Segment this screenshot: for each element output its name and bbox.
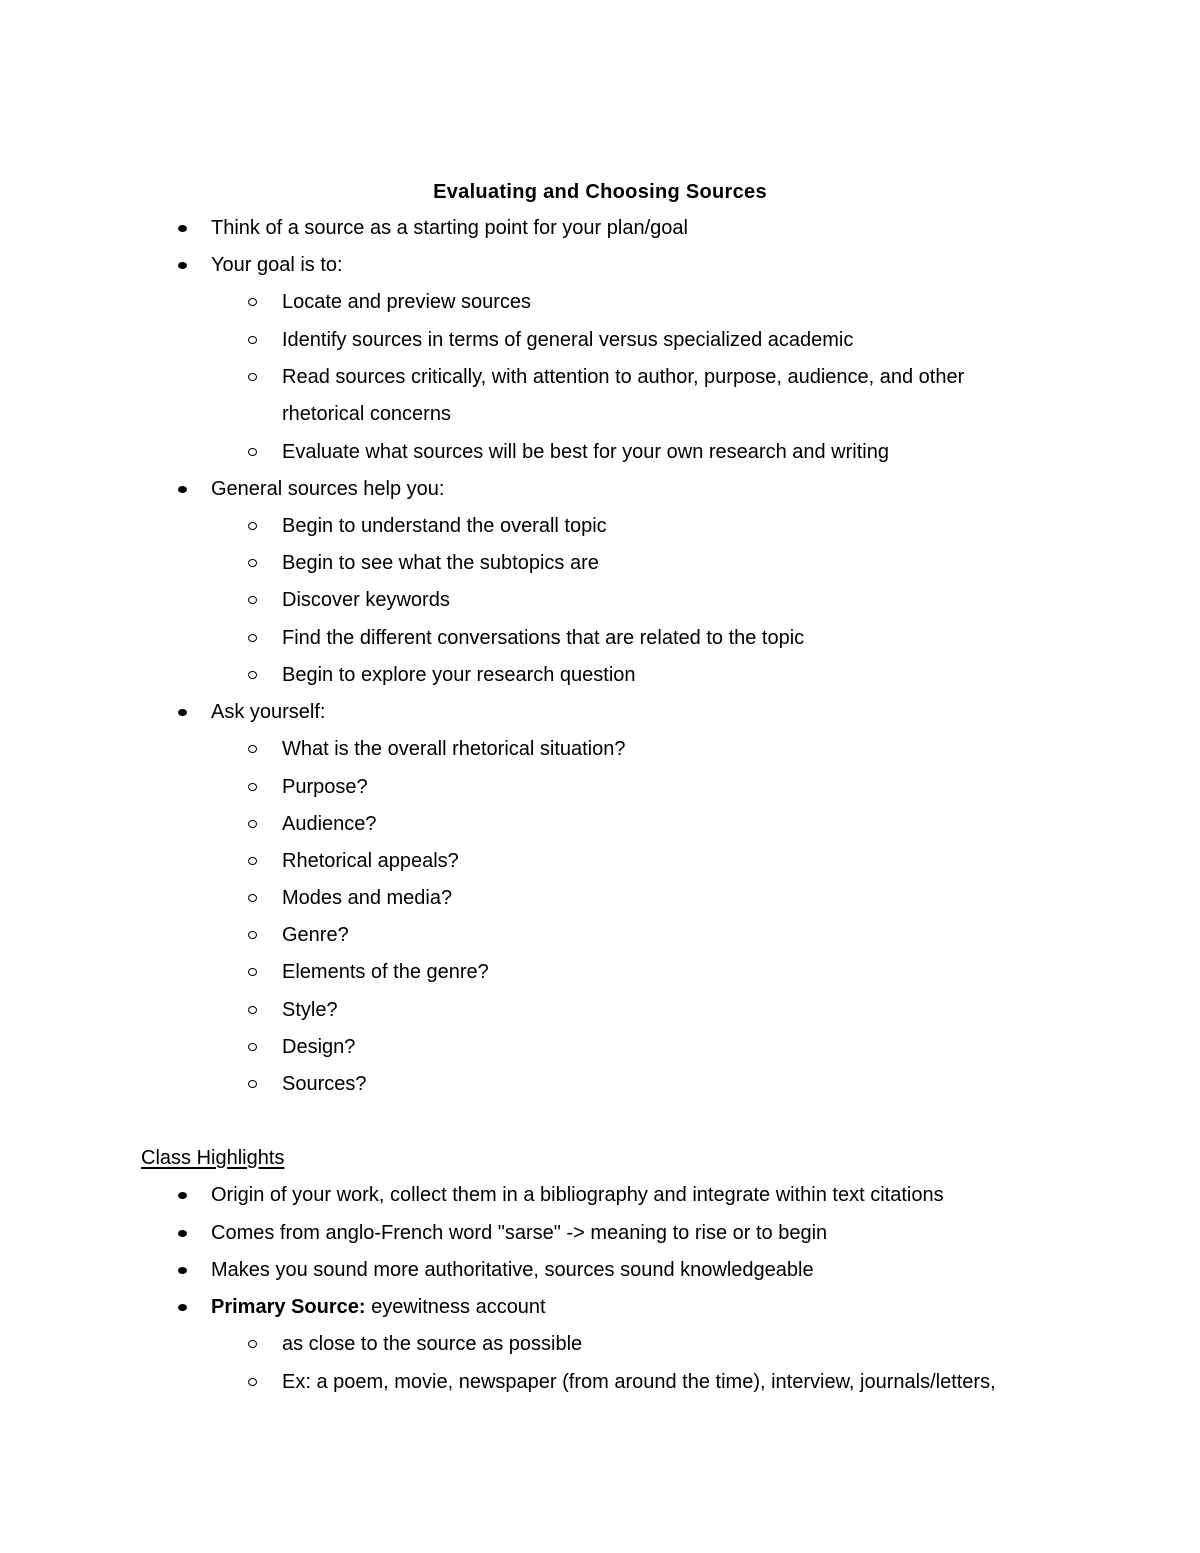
- list-item: Your goal is to:: [211, 254, 343, 276]
- bullet-disc-icon: [178, 1267, 187, 1274]
- bullet-circle-icon: [248, 373, 257, 381]
- bullet-circle-icon: [248, 1080, 257, 1088]
- bullet-circle-icon: [248, 448, 257, 456]
- bullet-circle-icon: [248, 857, 257, 865]
- bullet-disc-icon: [178, 709, 187, 716]
- sub-list-item: Purpose?: [282, 776, 368, 798]
- sub-list-item: Begin to explore your research question: [282, 664, 636, 686]
- bullet-circle-icon: [248, 931, 257, 939]
- sub-list-item: Find the different conversations that are related to the topic: [282, 627, 805, 649]
- list-item: Think of a source as a starting point for your plan/goal: [211, 217, 688, 239]
- sub-list-item: Sources?: [282, 1073, 367, 1095]
- bullet-circle-icon: [248, 968, 257, 976]
- sub-list-item: Genre?: [282, 924, 349, 946]
- bullet-circle-icon: [248, 1378, 257, 1386]
- bullet-circle-icon: [248, 522, 257, 530]
- bullet-circle-icon: [248, 559, 257, 567]
- sub-list-item-continuation: rhetorical concerns: [282, 403, 451, 425]
- sub-list-item: Locate and preview sources: [282, 291, 532, 313]
- bullet-circle-icon: [248, 634, 257, 642]
- bullet-disc-icon: [178, 262, 187, 269]
- bullet-disc-icon: [178, 1192, 187, 1199]
- list-item: Comes from anglo-French word "sarse" -> meaning to rise or to begin: [211, 1222, 828, 1244]
- list-item: General sources help you:: [211, 478, 445, 500]
- bullet-disc-icon: [178, 1304, 187, 1311]
- sub-list-item: Rhetorical appeals?: [282, 850, 459, 872]
- bullet-disc-icon: [178, 486, 187, 493]
- bullet-disc-icon: [178, 225, 187, 232]
- sub-list-item: Discover keywords: [282, 589, 450, 611]
- bullet-circle-icon: [248, 783, 257, 791]
- list-item: [211, 1291, 546, 1323]
- primary-source-label: Primary Source:: [211, 1296, 366, 1318]
- bullet-circle-icon: [248, 1340, 257, 1348]
- sub-list-item: as close to the source as possible: [282, 1333, 583, 1355]
- bullet-disc-icon: [178, 1230, 187, 1237]
- sub-list-item: Begin to understand the overall topic: [282, 515, 607, 537]
- bullet-circle-icon: [248, 336, 257, 344]
- bullet-circle-icon: [248, 1043, 257, 1051]
- bullet-circle-icon: [248, 745, 257, 753]
- bullet-circle-icon: [248, 298, 257, 306]
- section-heading-class-highlights: Class Highlights: [141, 1147, 285, 1169]
- sub-list-item: Begin to see what the subtopics are: [282, 552, 599, 574]
- bullet-circle-icon: [248, 596, 257, 604]
- sub-list-item: Audience?: [282, 813, 377, 835]
- document-title: Evaluating and Choosing Sources: [433, 181, 767, 203]
- sub-list-item: Identify sources in terms of general versus specialized academic: [282, 329, 854, 351]
- sub-list-item: Read sources critically, with attention to author, purpose, audience, and other: [282, 366, 965, 388]
- bullet-circle-icon: [248, 671, 257, 679]
- sub-list-item: Ex: a poem, movie, newspaper (from around the time), interview, journals/letters,: [282, 1371, 996, 1393]
- bullet-circle-icon: [248, 820, 257, 828]
- bullet-circle-icon: [248, 894, 257, 902]
- bullet-circle-icon: [248, 1006, 257, 1014]
- sub-list-item: Design?: [282, 1036, 356, 1058]
- sub-list-item: What is the overall rhetorical situation?: [282, 738, 626, 760]
- sub-list-item: Style?: [282, 999, 338, 1021]
- list-item: Origin of your work, collect them in a bibliography and integrate within text citations: [211, 1184, 944, 1206]
- list-item: Makes you sound more authoritative, sources sound knowledgeable: [211, 1259, 814, 1281]
- list-item: Ask yourself:: [211, 701, 326, 723]
- sub-list-item: Evaluate what sources will be best for your own research and writing: [282, 441, 889, 463]
- sub-list-item: Elements of the genre?: [282, 961, 489, 983]
- sub-list-item: Modes and media?: [282, 887, 453, 909]
- primary-source-definition: eyewitness account: [365, 1296, 546, 1318]
